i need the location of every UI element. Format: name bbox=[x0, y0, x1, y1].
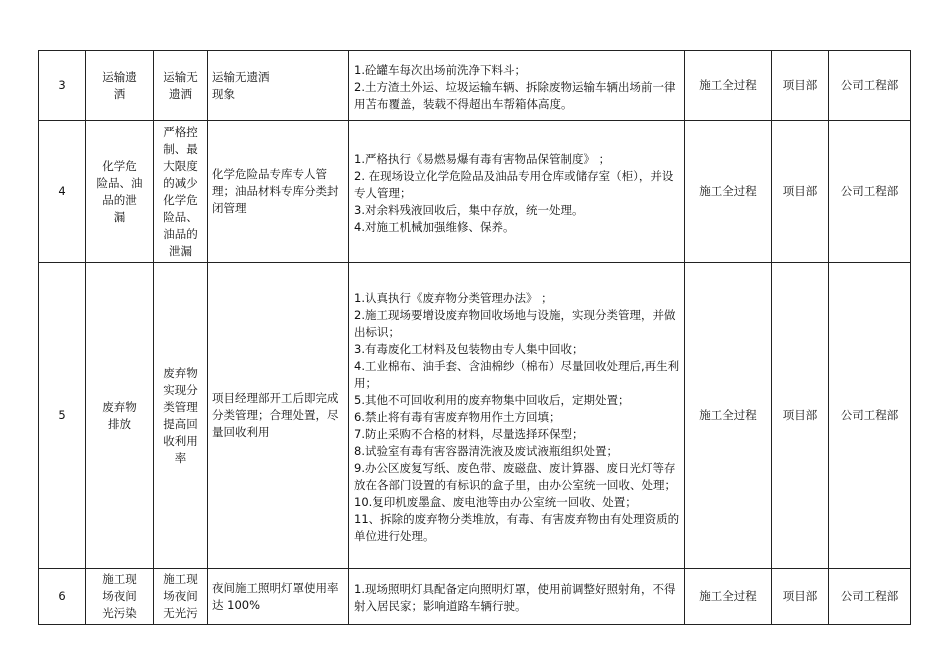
measure-line: 3.对余料残液回收后，集中存放，统一处理。 bbox=[354, 202, 584, 217]
row-measures bbox=[349, 121, 685, 263]
row-responsible: 项目部 bbox=[772, 51, 829, 121]
environment-measures-table bbox=[38, 50, 911, 625]
row-period: 施工全过程 bbox=[685, 569, 772, 625]
measure-line: 7.防止采购不合格的材料，尽量选择环保型； bbox=[354, 426, 584, 441]
measure-line: 9.办公区废复写纸、废色带、废磁盘、废计算器、废日光灯等存放在各部门设置的有标识的盒子里，由办公室统一回收、处理； bbox=[354, 460, 676, 492]
measure-line: 10.复印机废墨盒、废电池等由办公室统一回收、处置； bbox=[354, 494, 637, 509]
row-supervisor: 公司工程部 bbox=[829, 51, 911, 121]
measure-line: 4.工业棉布、油手套、含油棉纱（棉布）尽量回收处理后,再生利用； bbox=[354, 358, 680, 390]
row-target: 施工现 场夜间 无光污 bbox=[154, 569, 208, 625]
row-target: 严格控 制、最 大限度 的减少 化学危 险品、 油品的 泄漏 bbox=[154, 121, 208, 263]
row-period: 施工全过程 bbox=[685, 121, 772, 263]
row-number: 6 bbox=[39, 569, 86, 625]
table-row bbox=[39, 263, 911, 569]
row-indicator: 夜间施工照明灯罩使用率达 100% bbox=[208, 569, 349, 625]
measure-line: 2.土方渣土外运、垃圾运输车辆、拆除废物运输车辆出场前一律用苫布覆盖，装载不得超出车帮箱体高度。 bbox=[354, 79, 676, 111]
measure-line: 1.砼罐车每次出场前洗净下料斗； bbox=[354, 62, 526, 77]
row-indicator: 化学危险品专库专人管理；油品材料专库分类封闭管理 bbox=[208, 121, 349, 263]
row-indicator: 运输无遗洒 现象 bbox=[208, 51, 349, 121]
row-indicator: 项目经理部开工后即完成分类管理；合理处置，尽量回收利用 bbox=[208, 263, 349, 569]
measure-line: 2. 在现场设立化学危险品及油品专用仓库或储存室（柜），并设专人管理； bbox=[354, 168, 674, 200]
measure-line: 8.试验室有毒有害容器清洗液及废试液瓶组织处置； bbox=[354, 443, 618, 458]
measure-line: 4.对施工机械加强维修、保养。 bbox=[354, 219, 515, 234]
row-responsible: 项目部 bbox=[772, 121, 829, 263]
measure-line: 1.严格执行《易燃易爆有毒有害物品保管制度》 ； bbox=[354, 151, 611, 166]
measure-line: 3.有毒废化工材料及包装物由专人集中回收； bbox=[354, 341, 584, 356]
row-period: 施工全过程 bbox=[685, 263, 772, 569]
row-measures bbox=[349, 263, 685, 569]
table-row bbox=[39, 569, 911, 625]
table-row bbox=[39, 121, 911, 263]
measure-line: 6.禁止将有毒有害废弃物用作土方回填； bbox=[354, 409, 561, 424]
row-target: 废弃物 实现分 类管理 提高回 收利用 率 bbox=[154, 263, 208, 569]
row-item: 废弃物 排放 bbox=[86, 263, 154, 569]
row-target: 运输无 遗洒 bbox=[154, 51, 208, 121]
row-item: 化学危 险品、油 品的泄 漏 bbox=[86, 121, 154, 263]
table-row bbox=[39, 51, 911, 121]
measure-line: 1.认真执行《废弃物分类管理办法》 ； bbox=[354, 290, 553, 305]
row-measures bbox=[349, 51, 685, 121]
row-number: 4 bbox=[39, 121, 86, 263]
row-number: 5 bbox=[39, 263, 86, 569]
row-responsible: 项目部 bbox=[772, 263, 829, 569]
row-item: 施工现 场夜间 光污染 bbox=[86, 569, 154, 625]
row-period: 施工全过程 bbox=[685, 51, 772, 121]
measure-line: 2.施工现场要增设废弃物回收场地与设施，实现分类管理，并做出标识； bbox=[354, 307, 676, 339]
measure-line: 1.现场照明灯具配备定向照明灯罩，使用前调整好照射角，不得射入居民家；影响道路车辆行驶。 bbox=[354, 582, 676, 613]
row-responsible: 项目部 bbox=[772, 569, 829, 625]
row-supervisor: 公司工程部 bbox=[829, 569, 911, 625]
row-supervisor: 公司工程部 bbox=[829, 263, 911, 569]
measure-line: 11、拆除的废弃物分类堆放，有毒、有害废弃物由有处理资质的单位进行处理。 bbox=[354, 511, 680, 543]
row-item: 运输遗 洒 bbox=[86, 51, 154, 121]
measure-line: 5.其他不可回收利用的废弃物集中回收后，定期处置； bbox=[354, 392, 630, 407]
row-number: 3 bbox=[39, 51, 86, 121]
row-supervisor: 公司工程部 bbox=[829, 121, 911, 263]
row-measures bbox=[349, 569, 685, 625]
